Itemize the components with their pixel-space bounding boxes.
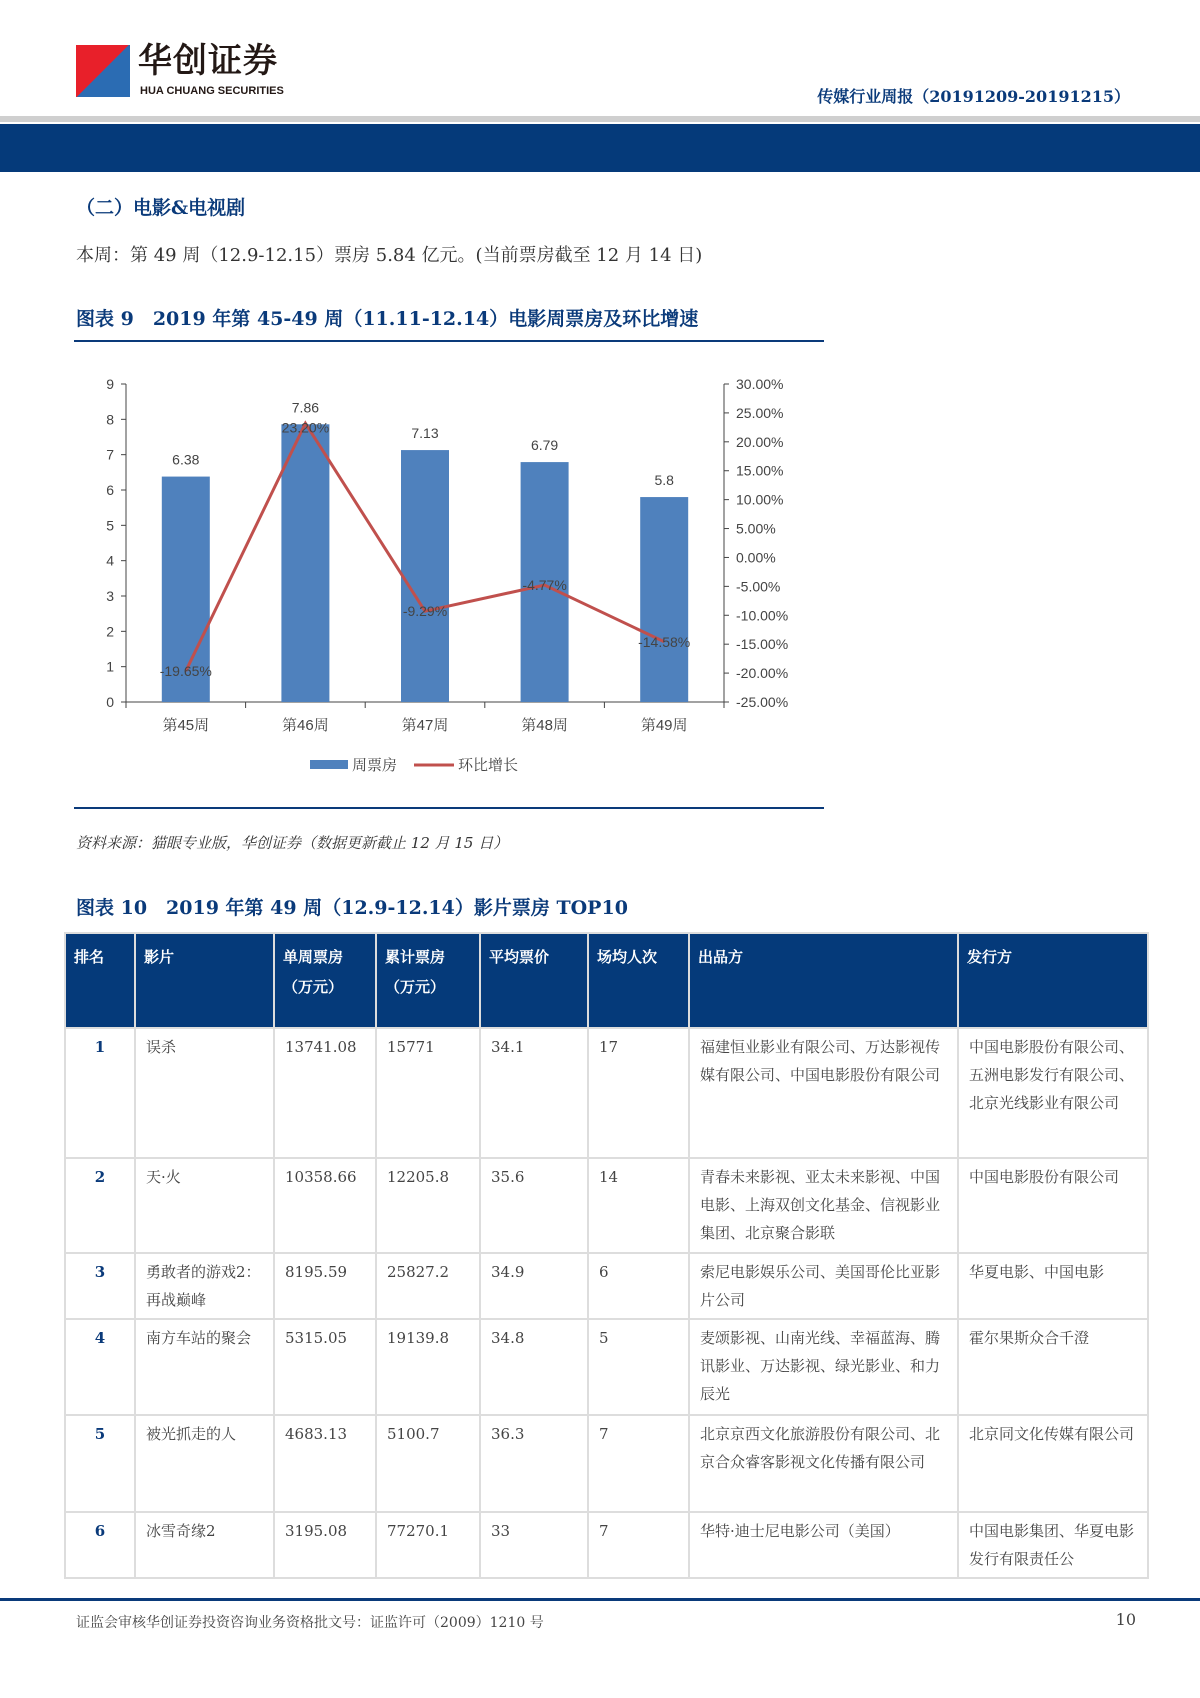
table-cell: 77270.1 <box>376 1512 480 1578</box>
table-cell: 2 <box>65 1158 135 1253</box>
table-cell: 麦颂影视、山南光线、幸福蓝海、腾讯影业、万达影视、绿光影业、和力辰光 <box>689 1319 958 1415</box>
y2-tick-label: -10.00% <box>736 607 789 624</box>
table-cell: 中国电影集团、华夏电影发行有限责任公 <box>958 1512 1148 1578</box>
column-header: 影片 <box>135 933 274 1028</box>
y2-tick-label: 25.00% <box>736 404 784 421</box>
footer-divider <box>0 1598 1200 1601</box>
column-header: 平均票价 <box>480 933 588 1028</box>
column-header: 发行方 <box>958 933 1148 1028</box>
y2-tick-label: -20.00% <box>736 665 789 682</box>
y2-tick-label: 20.00% <box>736 433 784 450</box>
table-cell: 36.3 <box>480 1415 588 1512</box>
figure9-source: 资料来源：猫眼专业版，华创证券（数据更新截止 12 月 15 日） <box>76 834 509 852</box>
table-cell: 5 <box>588 1319 689 1415</box>
logo-cn: 华创证券 <box>138 41 278 81</box>
page-number: 10 <box>1115 1610 1136 1629</box>
table-cell: 8195.59 <box>274 1253 376 1319</box>
header-band <box>0 124 1200 172</box>
table-row <box>65 1158 1148 1253</box>
x-tick-label: 第47周 <box>401 717 449 734</box>
y2-tick-label: 30.00% <box>736 376 784 392</box>
column-header: 单周票房（万元） <box>274 933 376 1028</box>
y-tick-label: 7 <box>106 446 114 463</box>
table-cell: 3195.08 <box>274 1512 376 1578</box>
table-cell: 冰雪奇缘2 <box>135 1512 274 1578</box>
table-cell: 索尼电影娱乐公司、美国哥伦比亚影片公司 <box>689 1253 958 1319</box>
table-row <box>65 1028 1148 1158</box>
x-tick-label: 第45周 <box>162 717 210 734</box>
legend-line-label: 环比增长 <box>458 757 519 774</box>
y2-tick-label: 5.00% <box>736 520 776 537</box>
table-cell: 华夏电影、中国电影 <box>958 1253 1148 1319</box>
table-cell: 4 <box>65 1319 135 1415</box>
table-cell: 10358.66 <box>274 1158 376 1253</box>
table-cell: 4683.13 <box>274 1415 376 1512</box>
y-tick-label: 6 <box>106 482 114 498</box>
table-cell: 19139.8 <box>376 1319 480 1415</box>
y-tick-label: 0 <box>106 694 114 710</box>
table-cell: 5 <box>65 1415 135 1512</box>
table-row <box>65 1253 1148 1319</box>
table-cell: 25827.2 <box>376 1253 480 1319</box>
table-cell: 被光抓走的人 <box>135 1415 274 1512</box>
report-title: 传媒行业周报（20191209-20191215） <box>817 87 1130 106</box>
y-tick-label: 8 <box>106 411 114 428</box>
bar-label: 6.38 <box>172 451 200 468</box>
table-cell: 北京京西文化旅游股份有限公司、北京合众睿客影视文化传播有限公司 <box>689 1415 958 1512</box>
bar-label: 6.79 <box>530 437 559 454</box>
figure10-title: 图表 10 2019 年第 49 周（12.9-12.14）影片票房 TOP10 <box>76 897 628 919</box>
figure9-top-rule <box>74 340 824 342</box>
table-cell: 5315.05 <box>274 1319 376 1415</box>
company-logo <box>76 43 306 99</box>
table-cell: 误杀 <box>135 1028 274 1158</box>
section-heading: （二）电影&电视剧 <box>76 197 246 219</box>
y-tick-label: 4 <box>106 552 114 569</box>
y-tick-label: 1 <box>106 658 114 675</box>
table-cell: 天·火 <box>135 1158 274 1253</box>
y-tick-label: 3 <box>106 588 114 604</box>
logo-en: HUA CHUANG SECURITIES <box>140 85 284 97</box>
y-tick-label: 9 <box>106 376 114 392</box>
logo-mark-icon <box>76 45 130 97</box>
table-cell: 北京同文化传媒有限公司 <box>958 1415 1148 1512</box>
table-cell: 3 <box>65 1253 135 1319</box>
table-cell: 14 <box>588 1158 689 1253</box>
bar-label: 7.86 <box>291 399 320 416</box>
table-cell: 勇敢者的游戏2：再战巅峰 <box>135 1253 274 1319</box>
table-row <box>65 1512 1148 1578</box>
y2-tick-label: -25.00% <box>736 694 789 710</box>
table-header-row <box>65 933 1148 1028</box>
table-cell: 霍尔果斯众合千澄 <box>958 1319 1148 1415</box>
line-label: -9.29% <box>402 603 448 620</box>
column-header: 累计票房（万元） <box>376 933 480 1028</box>
table-cell: 华特·迪士尼电影公司（美国） <box>689 1512 958 1578</box>
bar <box>281 424 329 702</box>
y2-tick-label: -15.00% <box>736 636 789 653</box>
table-row <box>65 1415 1148 1512</box>
table-cell: 34.1 <box>480 1028 588 1158</box>
y2-tick-label: 15.00% <box>736 462 784 479</box>
footer-license: 证监会审核华创证券投资咨询业务资格批文号：证监许可（2009）1210 号 <box>76 1615 544 1631</box>
x-tick-label: 第46周 <box>282 717 329 734</box>
y2-tick-label: -5.00% <box>736 578 781 595</box>
bar <box>401 450 449 702</box>
column-header: 场均人次 <box>588 933 689 1028</box>
y2-tick-label: 10.00% <box>736 491 784 508</box>
bar-label: 5.8 <box>654 472 674 489</box>
line-label: 23.20% <box>281 419 330 436</box>
y-tick-label: 2 <box>106 623 114 640</box>
figure9-title: 图表 9 2019 年第 45-49 周（11.11-12.14）电影周票房及环比增速 <box>76 308 699 330</box>
column-header: 出品方 <box>689 933 958 1028</box>
table-cell: 南方车站的聚会 <box>135 1319 274 1415</box>
x-tick-label: 第48周 <box>521 717 568 734</box>
table-cell: 17 <box>588 1028 689 1158</box>
legend-bar-swatch <box>310 760 348 769</box>
table-cell: 5100.7 <box>376 1415 480 1512</box>
table-cell: 1 <box>65 1028 135 1158</box>
table-cell: 33 <box>480 1512 588 1578</box>
header-divider <box>0 116 1200 122</box>
line-label: -14.58% <box>638 633 691 650</box>
table-cell: 34.8 <box>480 1319 588 1415</box>
column-header: 排名 <box>65 933 135 1028</box>
table-cell: 35.6 <box>480 1158 588 1253</box>
table-cell: 中国电影股份有限公司 <box>958 1158 1148 1253</box>
table-cell: 12205.8 <box>376 1158 480 1253</box>
bar-label: 7.13 <box>411 425 439 442</box>
table-cell: 13741.08 <box>274 1028 376 1158</box>
line-label: -19.65% <box>159 663 212 680</box>
table-row <box>65 1319 1148 1415</box>
legend-bar-label: 周票房 <box>352 757 398 774</box>
top10-table <box>64 932 1149 1579</box>
x-tick-label: 第49周 <box>640 717 688 734</box>
table-cell: 中国电影股份有限公司、五洲电影发行有限公司、北京光线影业有限公司 <box>958 1028 1148 1158</box>
table-cell: 青春未来影视、亚太未来影视、中国电影、上海双创文化基金、信视影业集团、北京聚合影联 <box>689 1158 958 1253</box>
box-office-chart <box>74 360 834 800</box>
table-cell: 6 <box>588 1253 689 1319</box>
table-cell: 7 <box>588 1415 689 1512</box>
table-cell: 福建恒业影业有限公司、万达影视传媒有限公司、中国电影股份有限公司 <box>689 1028 958 1158</box>
table-cell: 34.9 <box>480 1253 588 1319</box>
table-cell: 15771 <box>376 1028 480 1158</box>
table-cell: 7 <box>588 1512 689 1578</box>
y2-tick-label: 0.00% <box>736 549 776 566</box>
figure9-bottom-rule <box>74 807 824 809</box>
table-cell: 6 <box>65 1512 135 1578</box>
y-tick-label: 5 <box>106 517 114 534</box>
line-label: -4.77% <box>522 577 567 594</box>
bar <box>638 497 691 702</box>
summary-text: 本周：第 49 周（12.9-12.15）票房 5.84 亿元。(当前票房截至 12 月 14 日) <box>76 245 703 266</box>
